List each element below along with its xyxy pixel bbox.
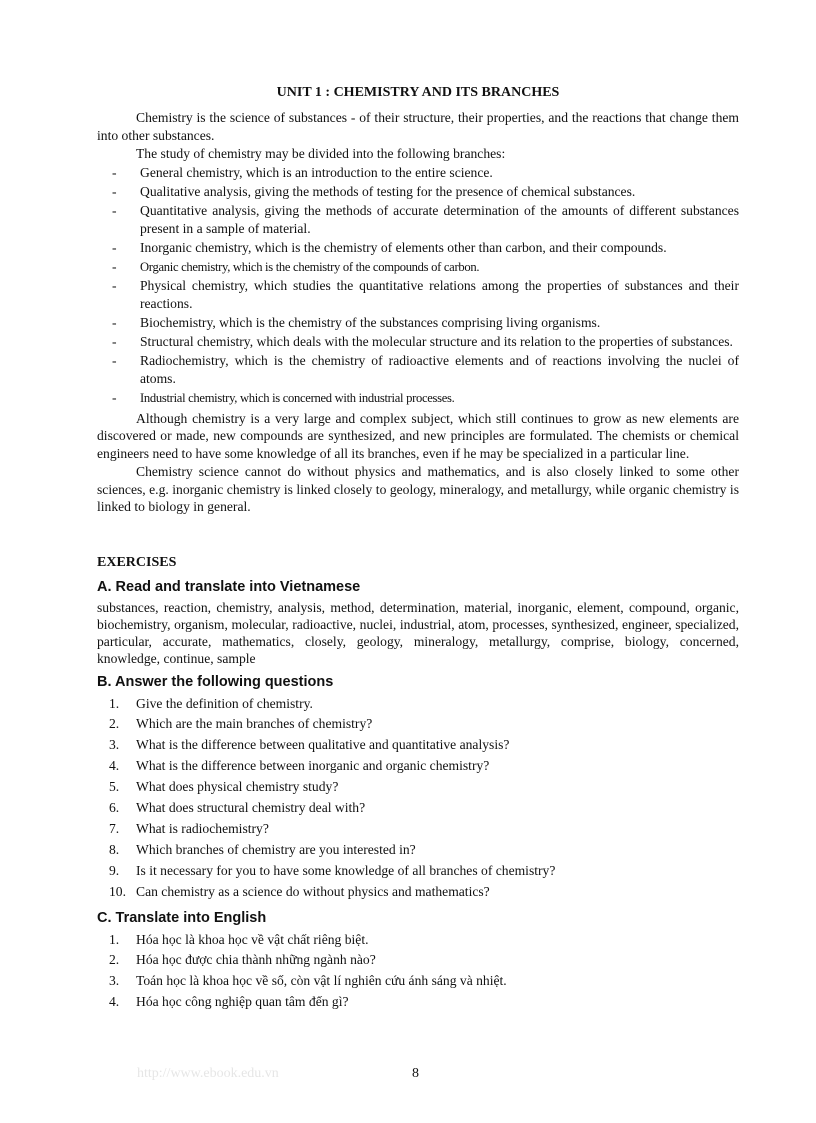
list-item <box>97 971 739 992</box>
item-number: 10. <box>109 883 126 899</box>
branch-text: Organic chemistry, which is the chemistry of the compounds of carbon. <box>140 259 480 274</box>
dash-bullet: - <box>112 314 117 330</box>
branch-text: General chemistry, which is an introduction to the entire science. <box>140 164 493 180</box>
questions-list <box>97 694 739 903</box>
list-item <box>97 777 739 798</box>
list-item <box>97 992 739 1013</box>
list-item <box>97 882 739 903</box>
item-text: Which are the main branches of chemistry? <box>136 716 373 732</box>
item-text: Hóa học được chia thành những ngành nào? <box>136 952 376 968</box>
section-c-heading: C. Translate into English <box>97 909 267 926</box>
item-text: Give the definition of chemistry. <box>136 695 313 711</box>
dash-bullet: - <box>112 164 117 180</box>
item-text: What is the difference between inorganic and organic chemistry? <box>136 758 490 774</box>
dash-bullet: - <box>112 202 117 218</box>
paragraph: Although chemistry is a very large and complex subject, which still continues to grow as new elements are discovered or made, new compounds are synthesized, and new principles are formulated. The chemists or chemical engineers need to have some knowledge of all its branches, even if he may be specialized in a particular line. <box>97 410 739 461</box>
list-item <box>97 756 739 777</box>
item-number: 4. <box>109 758 120 774</box>
branch-text: Quantitative analysis, giving the methods of accurate determination of the amounts of different substances present in a sample of material. <box>140 202 739 236</box>
item-text: Hóa học công nghiệp quan tâm đến gì? <box>136 994 349 1010</box>
list-item <box>97 861 739 882</box>
branch-item <box>97 183 739 201</box>
section-b-heading: B. Answer the following questions <box>97 673 334 690</box>
branch-item <box>97 164 739 182</box>
branch-item <box>97 258 739 276</box>
branch-text: Industrial chemistry, which is concerned with industrial processes. <box>140 390 455 405</box>
branch-text: Inorganic chemistry, which is the chemistry of elements other than carbon, and their compounds. <box>140 239 667 255</box>
list-item <box>97 950 739 971</box>
list-item <box>97 930 739 951</box>
list-item <box>97 798 739 819</box>
item-text: Can chemistry as a science do without physics and mathematics? <box>136 883 490 899</box>
branch-item <box>97 202 739 238</box>
dash-bullet: - <box>112 277 117 293</box>
translate-list <box>97 930 739 1014</box>
list-item <box>97 714 739 735</box>
branch-text: Radiochemistry, which is the chemistry of radioactive elements and of reactions involving the nuclei of atoms. <box>140 352 739 386</box>
item-text: What is radiochemistry? <box>136 820 269 836</box>
list-item <box>97 819 739 840</box>
item-text: Which branches of chemistry are you interested in? <box>136 841 416 857</box>
branches-intro: The study of chemistry may be divided into the following branches: <box>136 146 506 161</box>
document-page <box>97 84 739 1013</box>
item-text: What does physical chemistry study? <box>136 779 339 795</box>
branch-item <box>97 277 739 313</box>
branch-item <box>97 389 739 407</box>
branch-text: Structural chemistry, which deals with the molecular structure and its relation to the properties of substances. <box>140 333 733 349</box>
exercises-heading: EXERCISES <box>97 554 177 570</box>
branch-item <box>97 352 739 388</box>
dash-bullet: - <box>112 389 117 405</box>
item-number: 5. <box>109 779 120 795</box>
branches-list <box>97 164 739 407</box>
list-item <box>97 694 739 715</box>
branch-item <box>97 239 739 257</box>
item-number: 9. <box>109 862 120 878</box>
dash-bullet: - <box>112 239 117 255</box>
branch-text: Physical chemistry, which studies the quantitative relations among the properties of substances and their reactions. <box>140 277 739 311</box>
item-number: 3. <box>109 973 120 989</box>
branch-item <box>97 333 739 351</box>
item-number: 2. <box>109 716 120 732</box>
list-item <box>97 840 739 861</box>
item-text: What does structural chemistry deal with? <box>136 800 366 816</box>
dash-bullet: - <box>112 352 117 368</box>
branch-text: Biochemistry, which is the chemistry of the substances comprising living organisms. <box>140 314 601 330</box>
item-number: 8. <box>109 841 120 857</box>
item-text: Hóa học là khoa học về vật chất riêng biệt. <box>136 931 369 947</box>
dash-bullet: - <box>112 333 117 349</box>
item-number: 2. <box>109 952 120 968</box>
section-a-heading: A. Read and translate into Vietnamese <box>97 578 361 595</box>
vocabulary-list: substances, reaction, chemistry, analysis, method, determination, material, inorganic, element, compound, organic, biochemistry, organism, molecular, radioactive, nuclei, industrial, atom, processes, synthesized, engineer, specialized, particular, accurate, mathematics, closely, geology, mineralogy, metallurgy, comprise, biology, concerned, knowledge, continue, sample <box>97 599 739 666</box>
item-text: What is the difference between qualitative and quantitative analysis? <box>136 737 510 753</box>
dash-bullet: - <box>112 258 117 274</box>
paragraph: Chemistry science cannot do without physics and mathematics, and is also closely linked to some other sciences, e.g. inorganic chemistry is linked closely to geology, mineralogy, and metallurgy, while organic chemistry is linked to biology in general. <box>97 464 739 514</box>
item-number: 6. <box>109 800 120 816</box>
item-number: 3. <box>109 737 120 753</box>
page-title: UNIT 1 : CHEMISTRY AND ITS BRANCHES <box>276 85 560 100</box>
footer-url: http://www.ebook.edu.vn <box>137 1066 279 1081</box>
list-item <box>97 735 739 756</box>
dash-bullet: - <box>112 183 117 199</box>
branch-text: Qualitative analysis, giving the methods of testing for the presence of chemical substances. <box>140 183 636 199</box>
item-number: 1. <box>109 931 120 947</box>
branch-item <box>97 314 739 332</box>
item-text: Toán học là khoa học về số, còn vật lí nghiên cứu ánh sáng và nhiệt. <box>136 973 507 989</box>
intro-paragraph: Chemistry is the science of substances - of their structure, their properties, and the reactions that change them into other substances. <box>97 110 739 143</box>
item-number: 1. <box>109 695 120 711</box>
item-text: Is it necessary for you to have some knowledge of all branches of chemistry? <box>136 862 556 878</box>
item-number: 7. <box>109 820 120 836</box>
page-number: 8 <box>412 1066 419 1081</box>
item-number: 4. <box>109 994 120 1010</box>
